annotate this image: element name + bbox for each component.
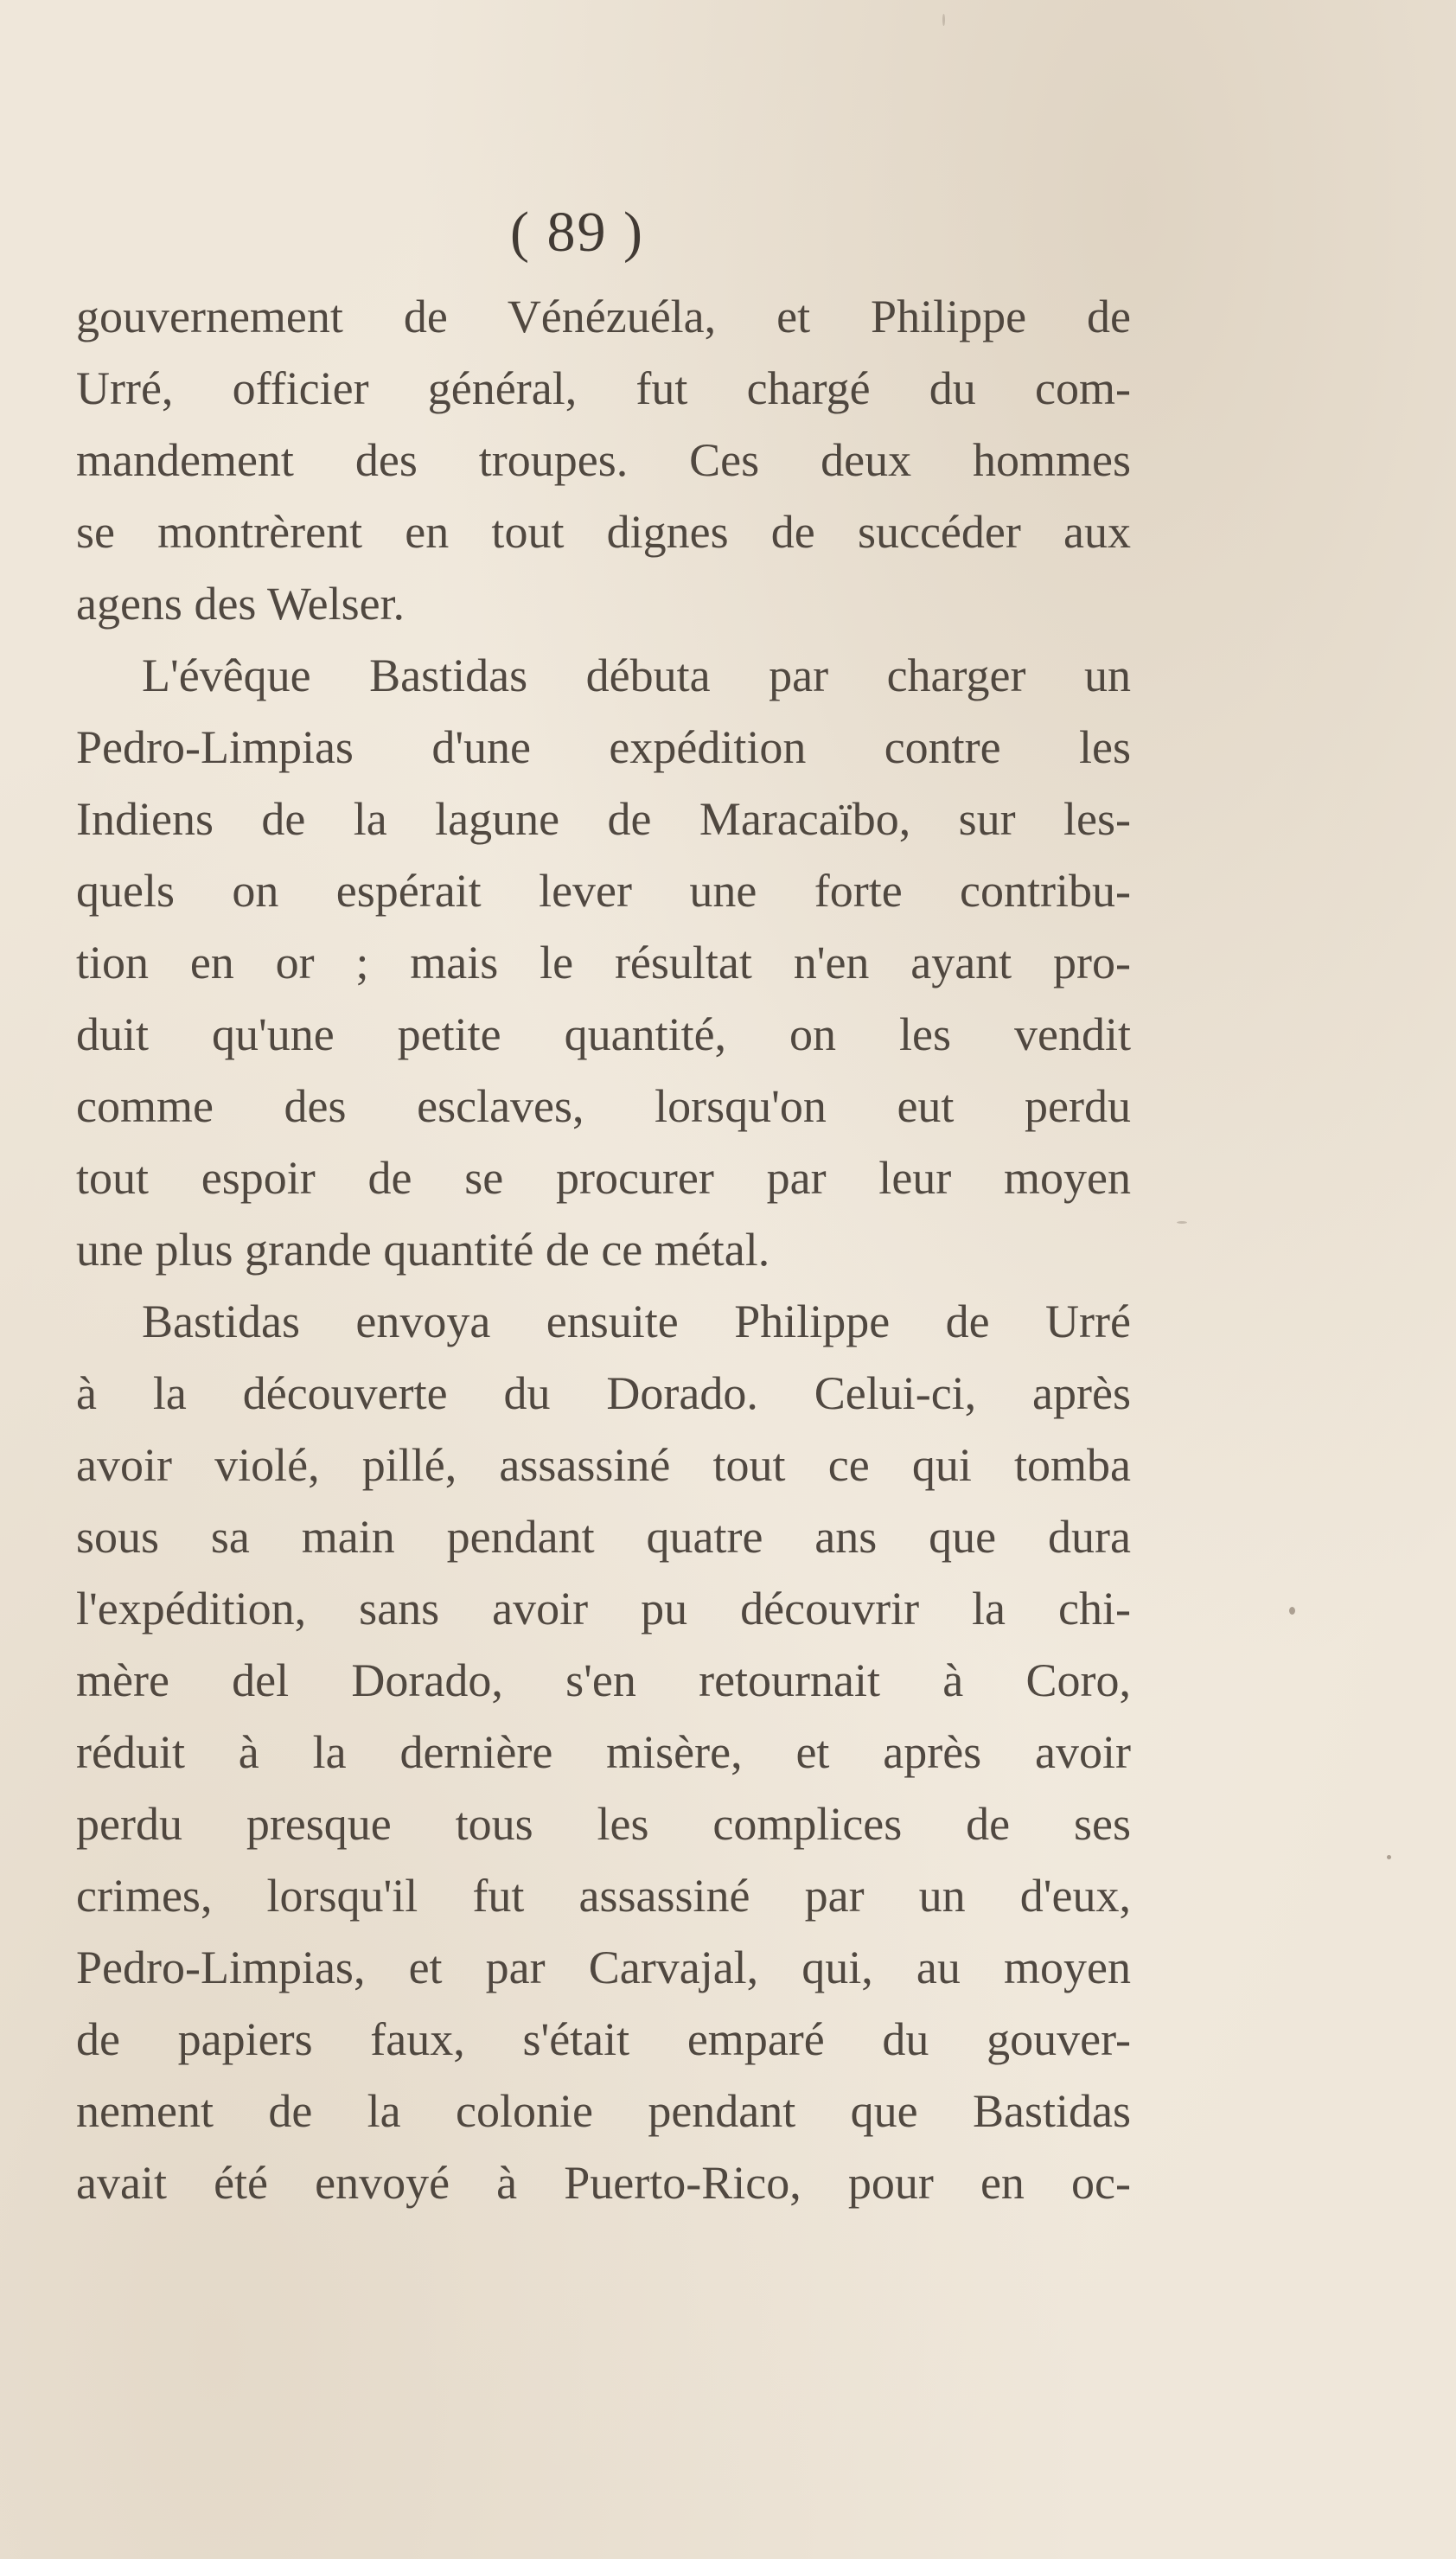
text-line: duit qu'une petite quantité, on les vendit xyxy=(76,1008,1131,1060)
paper-speck xyxy=(1387,1855,1391,1859)
paper-speck xyxy=(1177,1221,1187,1224)
text-line: se montrèrent en tout dignes de succéder aux xyxy=(76,506,1131,558)
text-line: mandement des troupes. Ces deux hommes xyxy=(76,434,1131,486)
text-line: comme des esclaves, lorsqu'on eut perdu xyxy=(76,1080,1131,1132)
paper-speck xyxy=(942,14,945,26)
text-line: Pedro-Limpias d'une expédition contre les xyxy=(76,721,1131,773)
text-line: une plus grande quantité de ce métal. xyxy=(76,1224,770,1276)
text-line: mère del Dorado, s'en retournait à Coro, xyxy=(76,1654,1131,1706)
text-line: crimes, lorsqu'il fut assassiné par un d'eux, xyxy=(76,1870,1131,1922)
page-number: ( 89 ) xyxy=(510,201,644,264)
text-line: nement de la colonie pendant que Bastidas xyxy=(76,2085,1131,2137)
text-line: tion en or ; mais le résultat n'en ayant pro- xyxy=(76,937,1131,988)
text-line: Urré, officier général, fut chargé du com- xyxy=(76,362,1131,414)
text-line: avait été envoyé à Puerto-Rico, pour en oc- xyxy=(76,2157,1131,2209)
text-line: à la découverte du Dorado. Celui-ci, après xyxy=(76,1367,1131,1419)
body-text xyxy=(76,281,1131,2219)
text-line: sous sa main pendant quatre ans que dura xyxy=(76,1511,1131,1563)
text-line: avoir violé, pillé, assassiné tout ce qui tomba xyxy=(76,1439,1131,1491)
text-line: de papiers faux, s'était emparé du gouver- xyxy=(76,2013,1131,2065)
text-line: agens des Welser. xyxy=(76,578,406,630)
paper-speck xyxy=(1289,1607,1295,1615)
text-line: l'expédition, sans avoir pu découvrir la chi- xyxy=(76,1583,1131,1635)
text-line: Indiens de la lagune de Maracaïbo, sur les- xyxy=(76,793,1131,845)
text-line: gouvernement de Vénézuéla, et Philippe de xyxy=(76,291,1131,342)
text-line: quels on espérait lever une forte contribu- xyxy=(76,865,1131,917)
text-line: Pedro-Limpias, et par Carvajal, qui, au moyen xyxy=(76,1942,1131,1993)
text-line: tout espoir de se procurer par leur moyen xyxy=(76,1152,1131,1204)
text-line: L'évêque Bastidas débuta par charger un xyxy=(142,649,1131,701)
text-line: perdu presque tous les complices de ses xyxy=(76,1798,1131,1850)
text-line: Bastidas envoya ensuite Philippe de Urré xyxy=(142,1295,1131,1347)
text-line: réduit à la dernière misère, et après avoir xyxy=(76,1726,1131,1778)
